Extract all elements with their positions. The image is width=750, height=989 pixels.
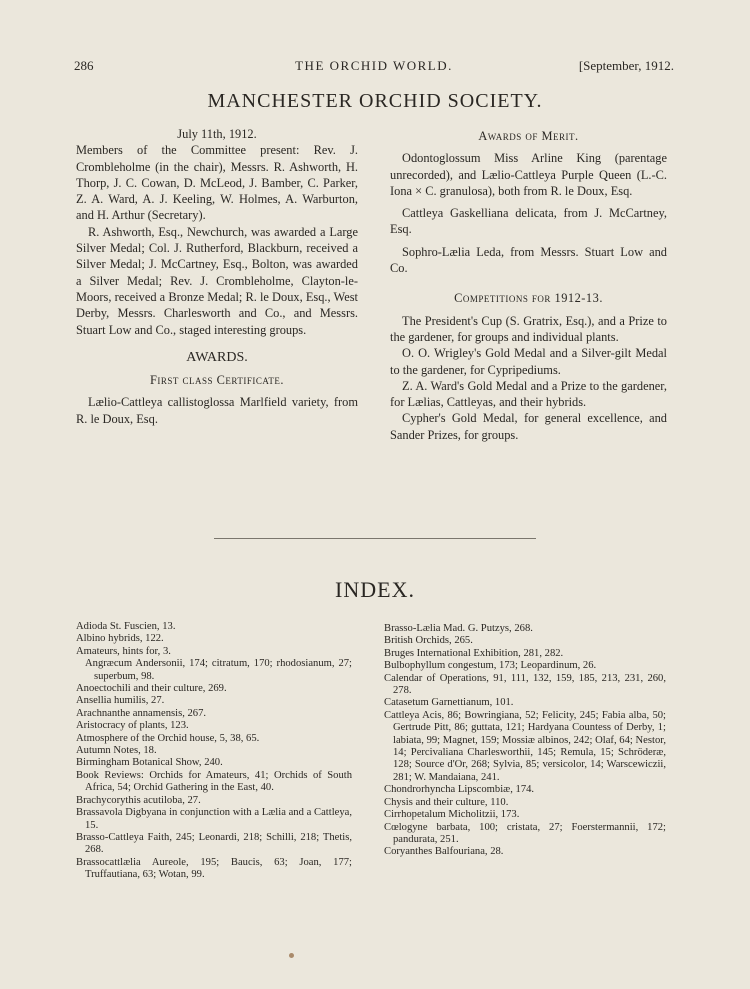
journal-title: THE ORCHID WORLD. bbox=[295, 58, 453, 73]
index-entry: Bulbophyllum congestum, 173; Leopardinum, 26. bbox=[384, 660, 597, 672]
issue-date: [September, 1912. bbox=[578, 58, 674, 73]
merit-item: Odontoglossum Miss Arline King (parentage unrecorded), and Lælio-Cattleya Purple Queen (L.-C. Iona × C. granulosa), both from R. le Doux, Esq. bbox=[390, 151, 667, 198]
competition-item: Cypher's Gold Medal, for general excellence, and Sander Prizes, for groups. bbox=[390, 411, 667, 442]
page-number: 286 bbox=[74, 58, 94, 73]
index-entry: Coryanthes Balfouriana, 28. bbox=[384, 846, 504, 858]
paper-spot bbox=[289, 953, 294, 958]
index-entry: Chysis and their culture, 110. bbox=[384, 796, 509, 808]
index-entry: Brachycorythis acutiloba, 27. bbox=[76, 794, 201, 806]
index-entry: Bruges International Exhibition, 281, 282. bbox=[384, 647, 564, 659]
index-entry: Albino hybrids, 122. bbox=[76, 633, 164, 645]
medals-paragraph: R. Ashworth, Esq., Newchurch, was awarded a Large Silver Medal; Col. J. Rutherford, Blackburn, received a Silver Medal; J. McCartney, Esq., Bolton, was awarded a Silver Medal; Rev. J. Crombleholme, Clayton-le-Moors, received a Bronze Medal; R. le Doux, Esq., West Derby, Messrs. Charlesworth and Co., and Messrs. Stuart Low and Co., staged interesting groups. bbox=[76, 224, 358, 337]
index-entry: Amateurs, hints for, 3. bbox=[76, 645, 171, 657]
index-entry: Chondrorhyncha Lipscombiæ, 174. bbox=[384, 784, 535, 796]
index-entry: Autumn Notes, 18. bbox=[76, 745, 157, 757]
index-entry: Aristocracy of plants, 123. bbox=[76, 720, 189, 732]
first-class-heading: First class Certificate. bbox=[150, 373, 284, 388]
article-left-column bbox=[76, 126, 358, 427]
index-entry: Cattleya Acis, 86; Bowringiana, 52; Felicity, 245; Fabia alba, 50; Gertrude Pitt, 86; guttata, 121; Hardyana Countess of Derby, 1; labiata, 99; Magnet, 159; Mossiæ albinos, 242; Olaf, 64; Nestor, 14; Percivaliana Charlesworthii, 145; Remula, 15; Schröderæ, 128; Source d'Or, 268; Sylvia, 85; versicolor, 14; Warscewiczii, 281; W. Mandaiana, 241. bbox=[384, 709, 666, 783]
index-entry: Cœlogyne barbata, 100; cristata, 27; Foerstermannii, 172; pandurata, 251. bbox=[384, 821, 666, 845]
competitions-heading: Competitions for 1912-13. bbox=[454, 291, 603, 306]
index-entry: British Orchids, 265. bbox=[384, 635, 473, 647]
index-entry: Brassavola Digbyana in conjunction with a Lælia and a Cattleya, 15. bbox=[76, 807, 352, 831]
meeting-dateline: July 11th, 1912. bbox=[177, 127, 257, 141]
index-entry: Arachnanthe annamensis, 267. bbox=[76, 707, 207, 719]
index-entry: Atmosphere of the Orchid house, 5, 38, 65. bbox=[76, 732, 260, 744]
index-entry: Calendar of Operations, 91, 111, 132, 159, 185, 213, 231, 260, 278. bbox=[384, 672, 666, 697]
merit-heading: Awards of Merit. bbox=[478, 129, 579, 143]
first-class-award: Lælio-Cattleya callistoglossa Marlfield variety, from R. le Doux, Esq. bbox=[76, 395, 358, 426]
index-entry: Anoectochili and their culture, 269. bbox=[76, 683, 227, 695]
article-right-column bbox=[390, 128, 667, 443]
index-entry: Brasso-Cattleya Faith, 245; Leonardi, 218; Schilli, 218; Thetis, 268. bbox=[76, 831, 352, 856]
awards-heading: AWARDS. bbox=[186, 349, 248, 365]
index-entry: Birmingham Botanical Show, 240. bbox=[76, 757, 223, 769]
index-entry: Ansellia humilis, 27. bbox=[76, 695, 165, 707]
competition-item: Z. A. Ward's Gold Medal and a Prize to the gardener, for Lælias, Cattleyas, and their hybrids. bbox=[390, 378, 667, 410]
competition-item: O. O. Wrigley's Gold Medal and a Silver-gilt Medal to the gardener, for Cypripediums. bbox=[390, 346, 667, 377]
index-entry: Catasetum Garnettianum, 101. bbox=[384, 697, 514, 709]
index-entry: Book Reviews: Orchids for Amateurs, 41; Orchids of South Africa, 54; Orchid Gathering in the East, 40. bbox=[76, 769, 352, 794]
section-divider bbox=[214, 538, 536, 540]
index-entry: Adioda St. Fuscien, 13. bbox=[76, 621, 176, 632]
running-header bbox=[74, 58, 674, 76]
competition-item: The President's Cup (S. Gratrix, Esq.), and a Prize to the gardener, for groups and individual plants. bbox=[390, 313, 667, 344]
merit-item: Cattleya Gaskelliana delicata, from J. McCartney, Esq. bbox=[390, 206, 667, 237]
index-entry: Brasso-Lælia Mad. G. Putzys, 268. bbox=[384, 623, 533, 634]
index-entry: Brassocattlælia Aureole, 195; Baucis, 63; Joan, 177; Truffautiana, 63; Wotan, 99. bbox=[76, 856, 352, 881]
index-title: INDEX. bbox=[335, 577, 415, 602]
committee-paragraph: Members of the Committee present: Rev. J. Crombleholme (in the chair), Messrs. R. Ashworth, H. Thorp, J. C. Cowan, D. McLeod, J. Bamber, C. Parker, Z. A. Ward, A. J. Keeling, W. Holmes, A. Warburton, and H. Arthur (Secretary). bbox=[76, 143, 358, 223]
index-entry: Cirrhopetalum Micholitzii, 173. bbox=[384, 809, 520, 821]
index-entry: Angræcum Andersonii, 174; citratum, 170; rhodosianum, 27; superbum, 98. bbox=[85, 658, 352, 682]
index-left-column bbox=[76, 621, 352, 882]
index-right-column bbox=[384, 623, 666, 859]
merit-item: Sophro-Lælia Leda, from Messrs. Stuart Low and Co. bbox=[390, 244, 667, 276]
article-title: MANCHESTER ORCHID SOCIETY. bbox=[207, 90, 543, 112]
